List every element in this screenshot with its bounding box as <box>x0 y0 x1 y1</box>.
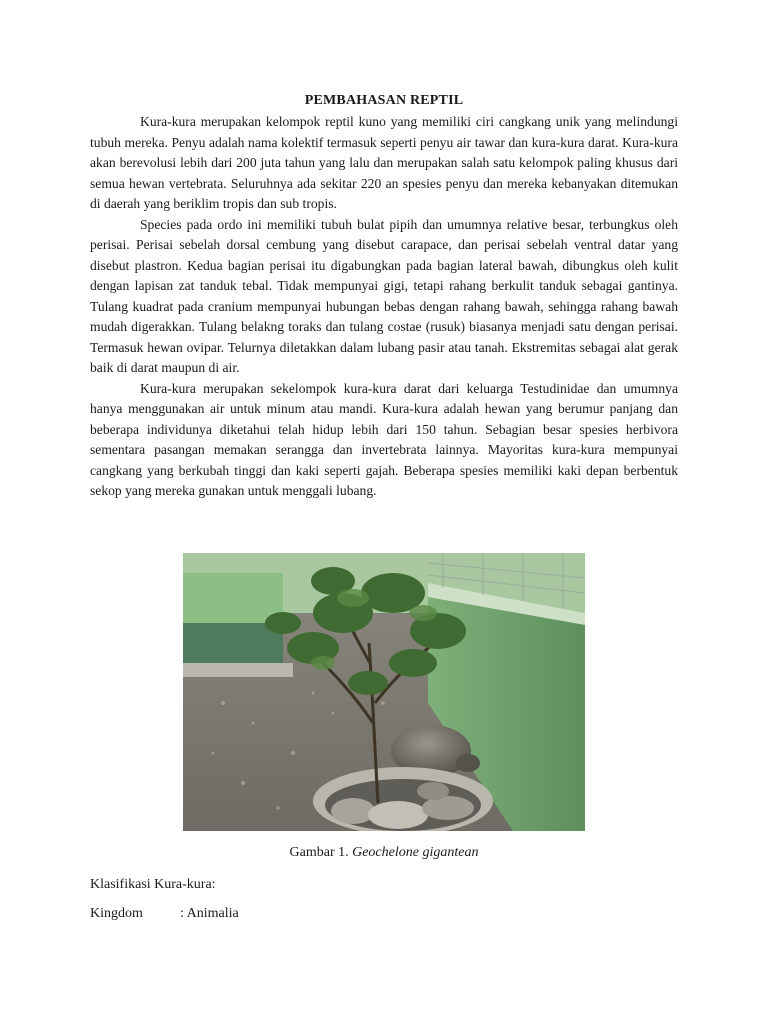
paragraph-2: Species pada ordo ini memiliki tubuh bulat pipih dan umumnya relative besar, terbungkus oleh perisai. Perisai sebelah dorsal cembung yang disebut carapace, dan perisai sebelah ventral datar yang disebut plastron. Kedua bagian perisai itu digabungkan pada bagian lateral bawah, dibungkus oleh kulit dengan lapisan zat tanduk tebal. Tidak mempunyai gigi, tetapi rahang berkulit tanduk sebagai gantinya. Tulang kuadrat pada cranium mempunyai hubungan bebas dengan rahang bawah, sehingga rahang bawah mudah digerakkan. Tulang belakng toraks dan tulang costae (rusuk) biasanya menjadi satu dengan perisai. Termasuk hewan ovipar. Telurnya diletakkan dalam lubang pasir atau tanah. Ekstremitas sebagai alat gerak baik di darat maupun di air. <box>90 216 678 375</box>
classification-heading: Klasifikasi Kura-kura: <box>90 877 216 892</box>
kingdom-value: : Animalia <box>180 906 239 921</box>
tortoise-photo <box>183 553 585 831</box>
caption-prefix: Gambar 1. <box>289 845 353 860</box>
kingdom-row <box>90 906 239 922</box>
kingdom-label: Kingdom <box>90 906 143 921</box>
page-title: PEMBAHASAN REPTIL <box>304 93 464 108</box>
paragraph-3: Kura-kura merupakan sekelompok kura-kura darat dari keluarga Testudinidae dan umumnya hanya menggunakan air untuk minum atau mandi. Kura-kura adalah hewan yang berumur panjang dan beberapa individunya diketahui telah hidup lebih dari 150 tahun. Sebagian besar spesies herbivora sementara pasangan memakan serangga dan invertebrata lainnya. Mayoritas kura-kura mempunyai cangkang yang berkubah tinggi dan kaki seperti gajah. Beberapa spesies memiliki kaki depan berbentuk sekop yang mereka gunakan untuk menggali lubang. <box>90 380 678 498</box>
body-text <box>90 112 678 502</box>
caption-species: Geochelone gigantean <box>352 845 479 860</box>
paragraph-1: Kura-kura merupakan kelompok reptil kuno yang memiliki ciri cangkang unik yang melindungi tubuh mereka. Penyu adalah nama kolektif termasuk seperti penyu air tawar dan kura-kura darat. Kura-kura akan berevolusi lebih dari 200 juta tahun yang lalu dan merupakan salah satu kelompok paling khusus dari semua hewan vertebrata. Seluruhnya ada sekitar 220 an spesies penyu dan mereka kebanyakan ditemukan di daerah yang beriklim tropis dan sub tropis. <box>90 114 678 211</box>
figure-caption <box>0 845 768 861</box>
